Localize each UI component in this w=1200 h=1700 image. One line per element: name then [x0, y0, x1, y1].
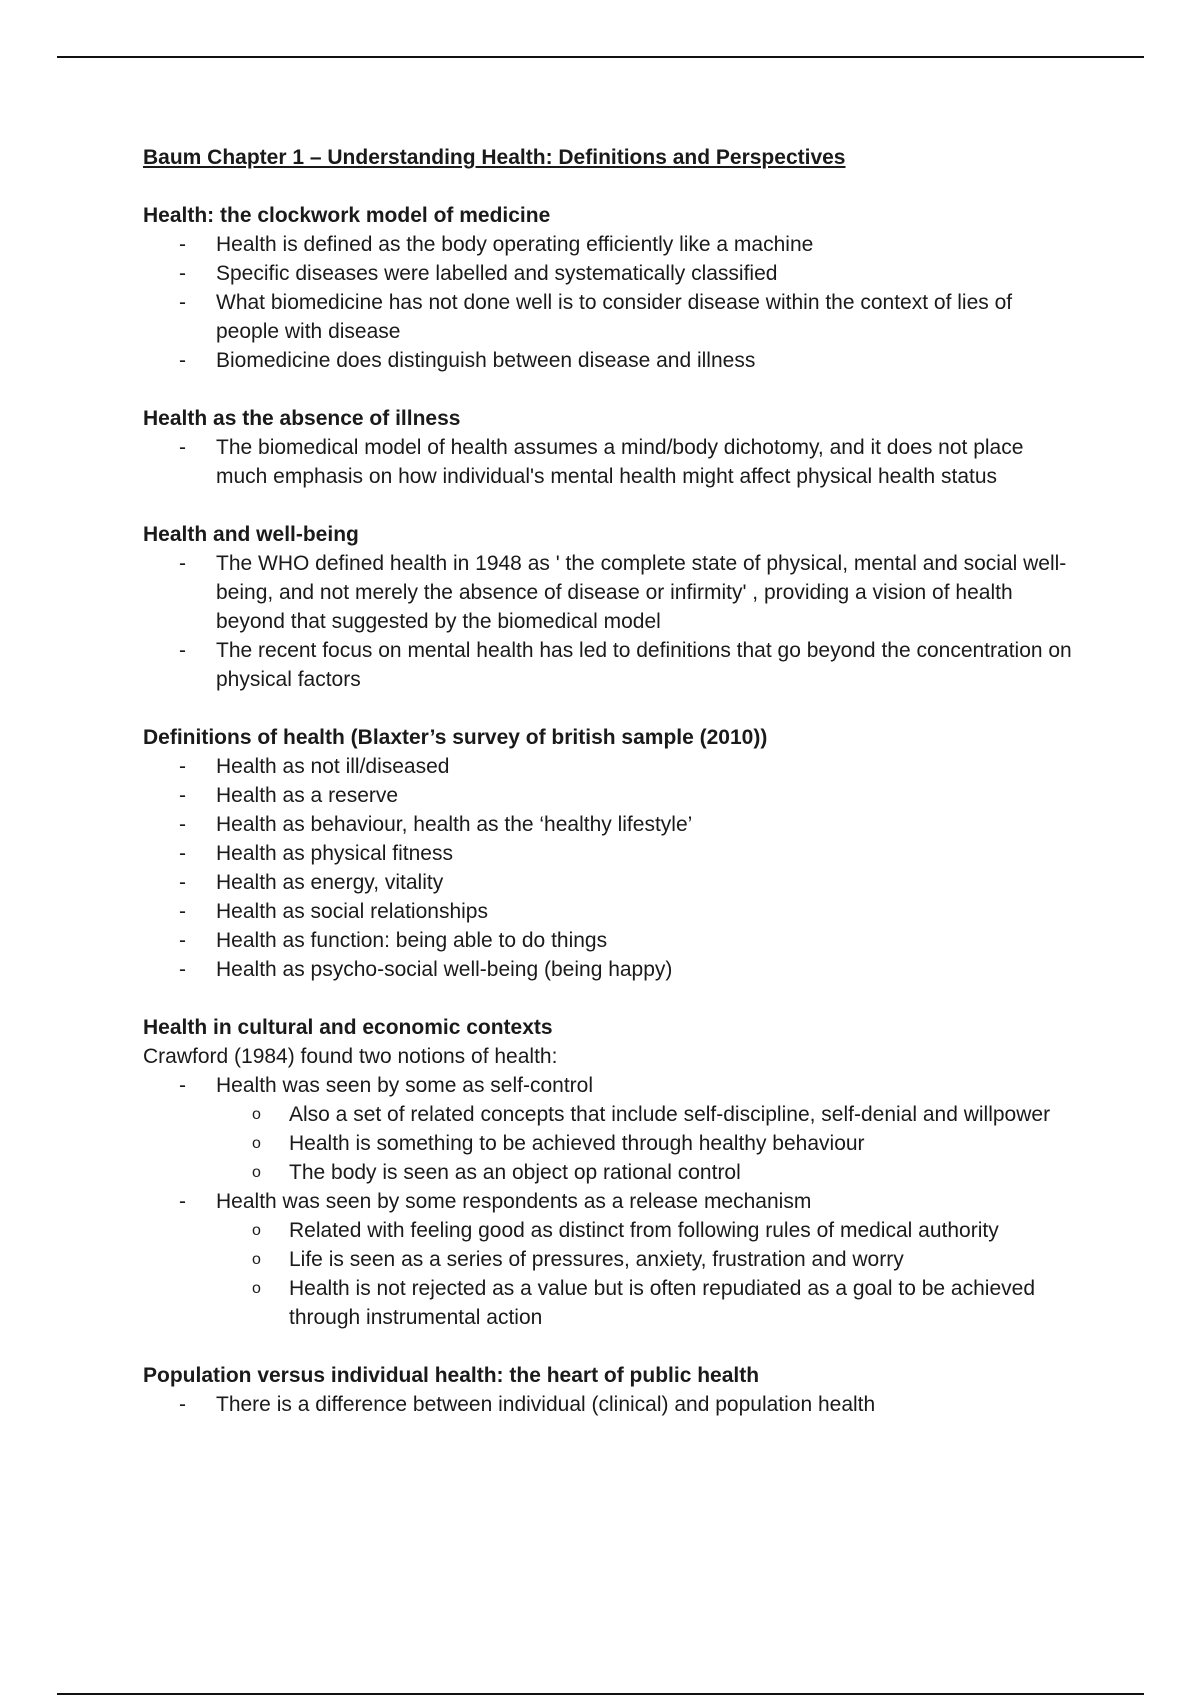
list-item: - Health as not ill/diseased — [143, 752, 1073, 781]
list-item: - The WHO defined health in 1948 as ' the complete state of physical, mental and social well-being, and not merely the absence of disease or infirmity' , providing a vision of health beyond that suggested by the biomedical model — [143, 549, 1073, 636]
dash-bullet: - — [179, 813, 186, 836]
list-item: - Health as psycho-social well-being (being happy) — [143, 955, 1073, 984]
list-item: - Specific diseases were labelled and systematically classified — [143, 259, 1073, 288]
footer-rule — [57, 1693, 1144, 1695]
dash-bullet: - — [179, 291, 186, 314]
bullet-list — [143, 752, 1073, 984]
dash-bullet: - — [179, 755, 186, 778]
list-item: - Health as energy, vitality — [143, 868, 1073, 897]
list-item: - Health as function: being able to do things — [143, 926, 1073, 955]
dash-bullet: - — [179, 262, 186, 285]
list-item: - Health as physical fitness — [143, 839, 1073, 868]
section-intro: Crawford (1984) found two notions of health: — [143, 1045, 558, 1068]
dash-bullet: - — [179, 871, 186, 894]
dash-bullet: - — [179, 552, 186, 575]
list-item: - Health as a reserve — [143, 781, 1073, 810]
section-definitions-blaxter — [143, 723, 1073, 984]
section-heading: Health and well-being — [143, 523, 359, 546]
bullet-list — [143, 1390, 1073, 1419]
section-heading: Health: the clockwork model of medicine — [143, 204, 551, 227]
sub-list-item: o Life is seen as a series of pressures, anxiety, frustration and worry — [216, 1245, 1073, 1274]
sub-list-item: o Also a set of related concepts that include self-discipline, self-denial and willpower — [216, 1100, 1073, 1129]
list-item: - Health was seen by some as self-control o Also a set of related concepts that include self-discipline, self-denial and willpower o Health is something to be achieved through healthy behaviour o The body is seen as an object op rational control — [143, 1071, 1073, 1187]
sub-list-item: o Health is not rejected as a value but is often repudiated as a goal to be achieved through instrumental action — [216, 1274, 1073, 1332]
circle-bullet: o — [252, 1222, 261, 1239]
dash-bullet: - — [179, 784, 186, 807]
section-heading: Definitions of health (Blaxter’s survey of british sample (2010)) — [143, 726, 768, 749]
list-item: - Health was seen by some respondents as a release mechanism o Related with feeling good as distinct from following rules of medical authority o Life is seen as a series of pressures, anxiety, frustration and worry o Health is not rejected as a value but is often repudiated as a goal to be achieved through instrumental action — [143, 1187, 1073, 1332]
list-item: - There is a difference between individual (clinical) and population health — [143, 1390, 1073, 1419]
dash-bullet: - — [179, 639, 186, 662]
bullet-list — [143, 549, 1073, 694]
dash-bullet: - — [179, 436, 186, 459]
document-body — [143, 143, 1073, 1448]
dash-bullet: - — [179, 1074, 186, 1097]
circle-bullet: o — [252, 1164, 261, 1181]
circle-bullet: o — [252, 1280, 261, 1297]
bullet-list — [143, 1071, 1073, 1332]
sub-list-item: o Health is something to be achieved through healthy behaviour — [216, 1129, 1073, 1158]
circle-bullet: o — [252, 1135, 261, 1152]
list-item: - What biomedicine has not done well is to consider disease within the context of lies of people with disease — [143, 288, 1073, 346]
circle-bullet: o — [252, 1106, 261, 1123]
dash-bullet: - — [179, 1190, 186, 1213]
section-population-vs-individual — [143, 1361, 1073, 1419]
dash-bullet: - — [179, 929, 186, 952]
section-heading: Health in cultural and economic contexts — [143, 1016, 553, 1039]
bullet-list — [143, 433, 1073, 491]
list-item: - Health as behaviour, health as the ‘healthy lifestyle’ — [143, 810, 1073, 839]
list-item: - Biomedicine does distinguish between disease and illness — [143, 346, 1073, 375]
section-clockwork-model — [143, 201, 1073, 375]
section-heading: Population versus individual health: the heart of public health — [143, 1364, 760, 1387]
section-heading: Health as the absence of illness — [143, 407, 461, 430]
section-cultural-economic — [143, 1013, 1073, 1332]
list-item: - The biomedical model of health assumes a mind/body dichotomy, and it does not place much emphasis on how individual's mental health might affect physical health status — [143, 433, 1073, 491]
dash-bullet: - — [179, 900, 186, 923]
sub-bullet-list — [216, 1100, 1073, 1187]
sub-list-item: o Related with feeling good as distinct from following rules of medical authority — [216, 1216, 1073, 1245]
sub-list-item: o The body is seen as an object op rational control — [216, 1158, 1073, 1187]
dash-bullet: - — [179, 842, 186, 865]
section-absence-of-illness — [143, 404, 1073, 491]
list-item: - Health is defined as the body operating efficiently like a machine — [143, 230, 1073, 259]
dash-bullet: - — [179, 1393, 186, 1416]
circle-bullet: o — [252, 1251, 261, 1268]
dash-bullet: - — [179, 958, 186, 981]
list-item: - The recent focus on mental health has led to definitions that go beyond the concentration on physical factors — [143, 636, 1073, 694]
bullet-list — [143, 230, 1073, 375]
document-title: Baum Chapter 1 – Understanding Health: Definitions and Perspectives — [143, 146, 846, 169]
list-item: - Health as social relationships — [143, 897, 1073, 926]
section-well-being — [143, 520, 1073, 694]
sub-bullet-list — [216, 1216, 1073, 1332]
dash-bullet: - — [179, 349, 186, 372]
dash-bullet: - — [179, 233, 186, 256]
header-rule — [57, 56, 1144, 58]
